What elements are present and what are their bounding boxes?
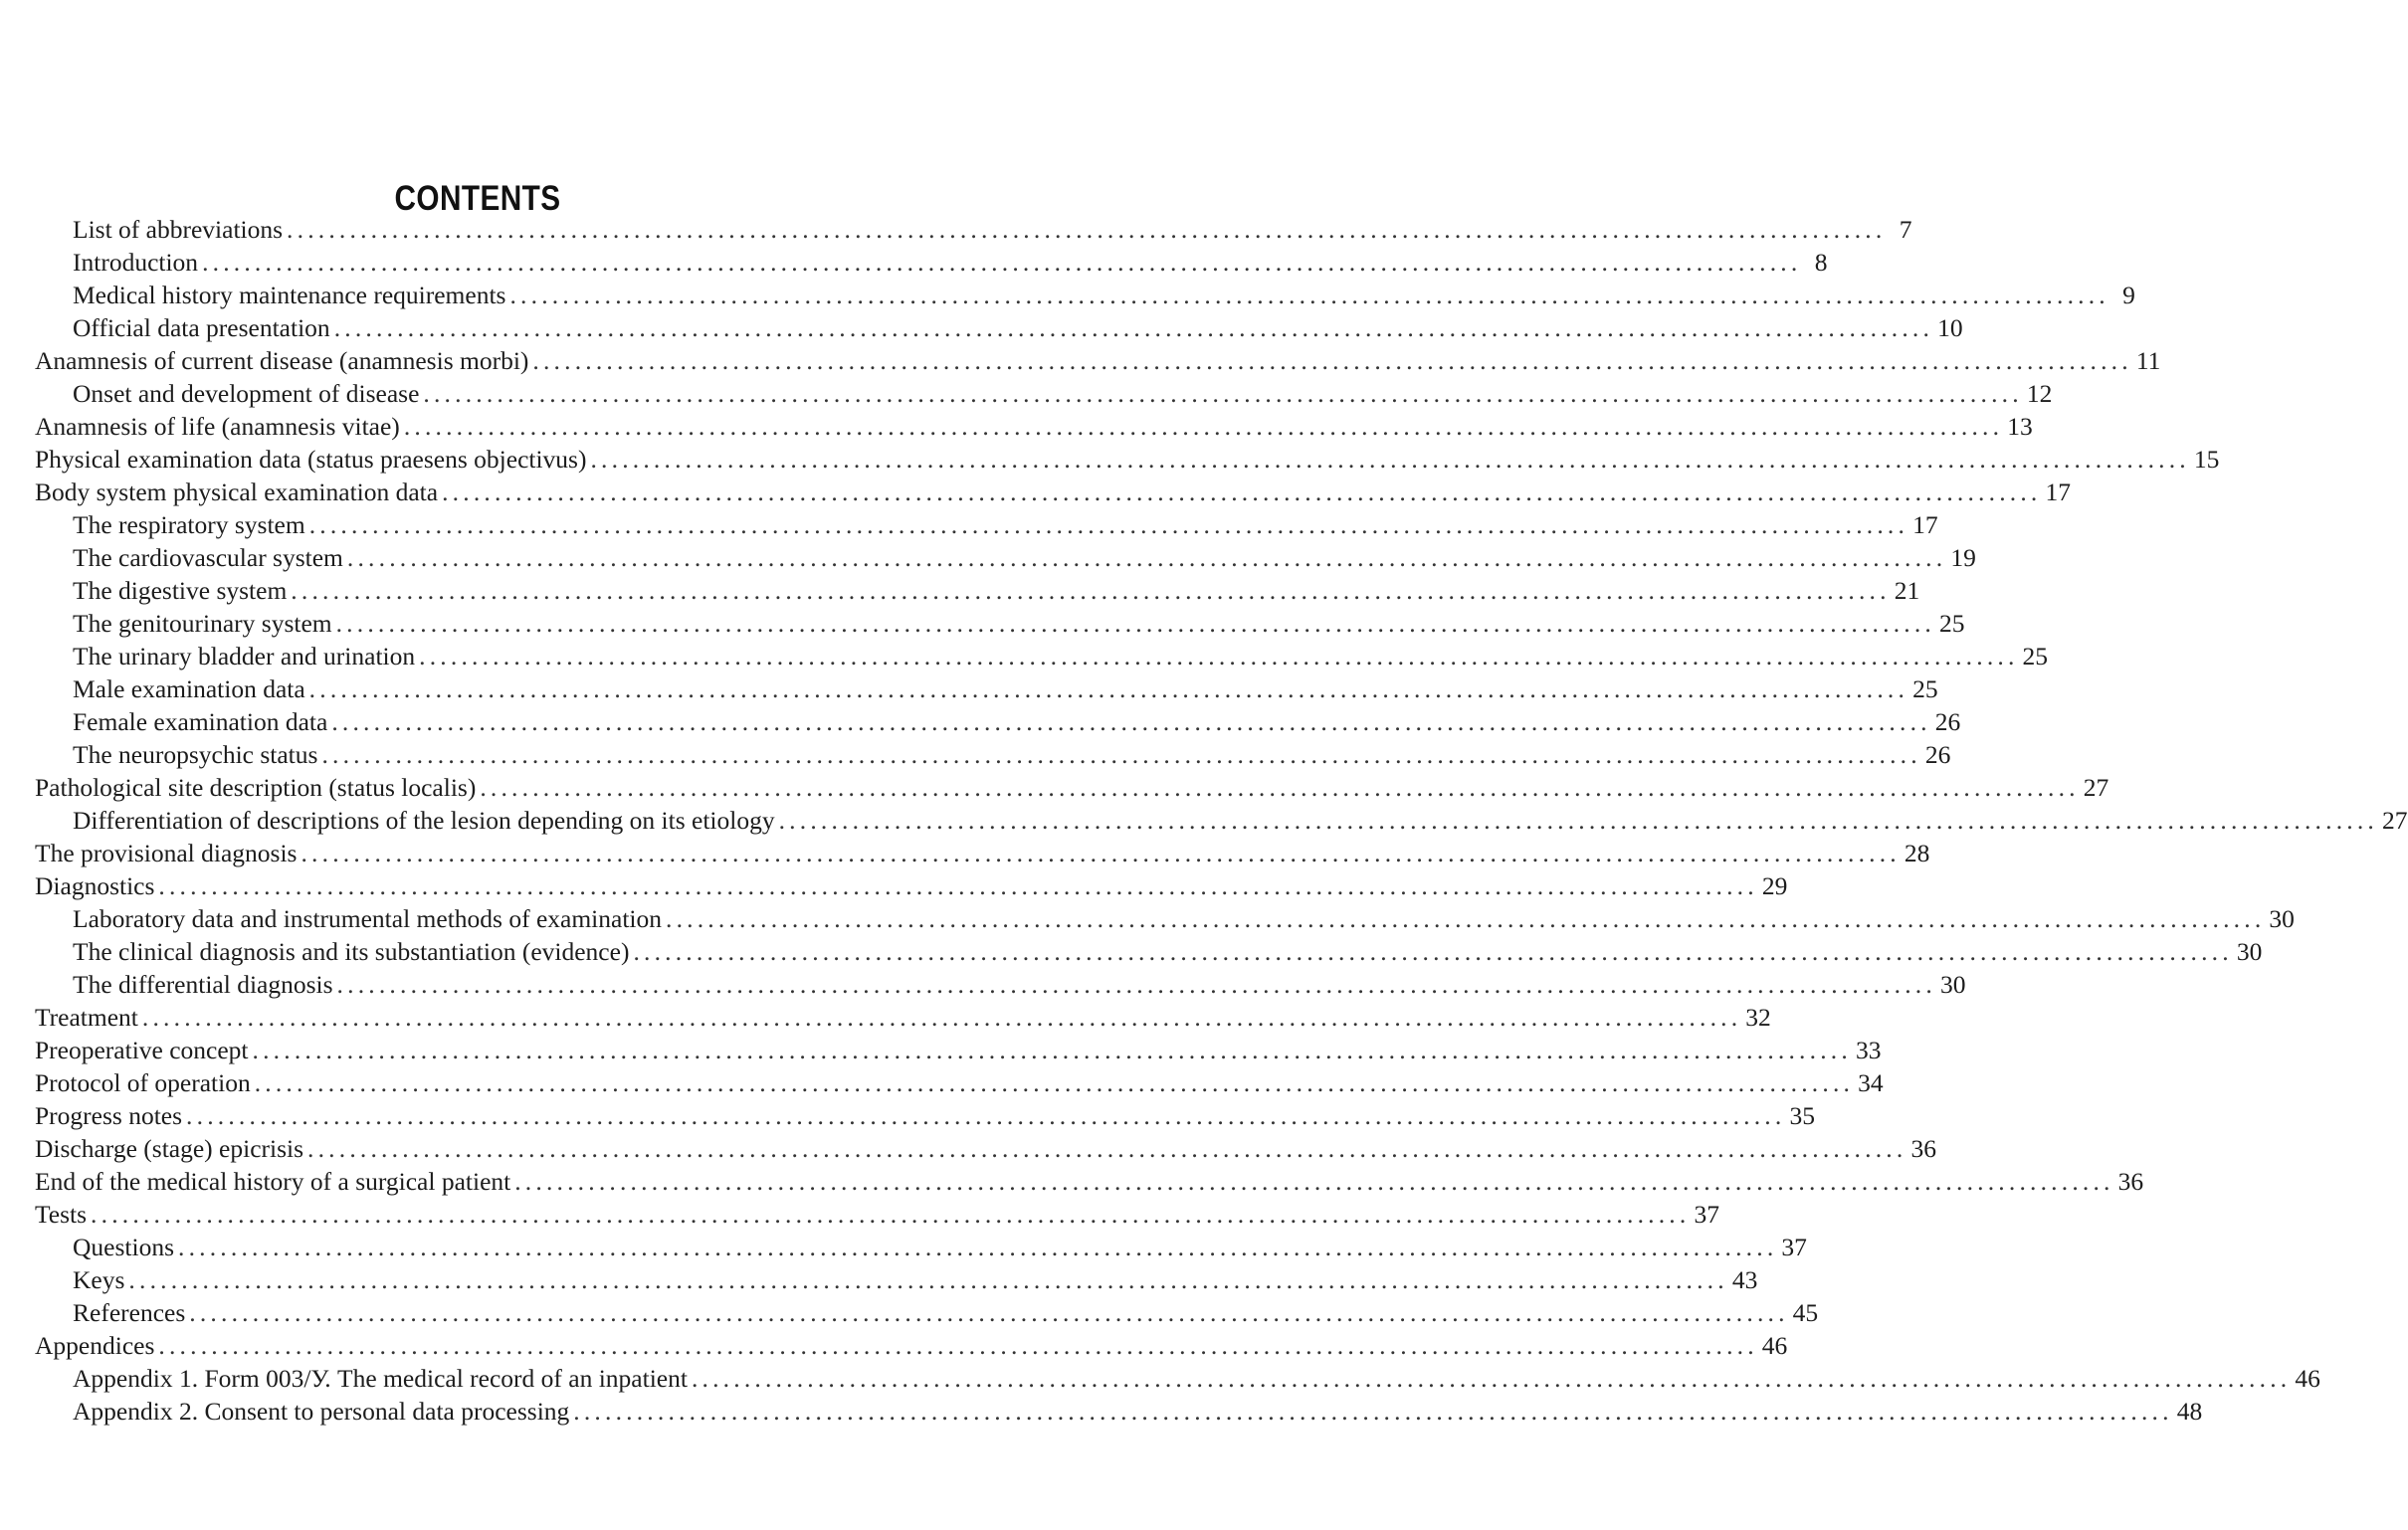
dot-leader: ........................................................................................................................................................	[336, 970, 1936, 999]
toc-entry-label: Anamnesis of life (anamnesis vitae)	[35, 412, 400, 441]
toc-entry-label: The respiratory system	[73, 510, 305, 539]
dot-leader: ........................................................................................................................................................	[573, 1397, 2173, 1426]
toc-entry[interactable]	[73, 1263, 1758, 1296]
toc-entry[interactable]	[35, 1132, 1936, 1165]
toc-entry-page-number: 21	[1894, 576, 1920, 605]
toc-entry[interactable]	[73, 246, 1828, 279]
dot-leader: ........................................................................................................................................................	[287, 215, 1887, 244]
dot-leader: ........................................................................................................................................................	[178, 1233, 1778, 1261]
toc-entry-label: Questions	[73, 1233, 174, 1261]
toc-entry-label: Protocol of operation	[35, 1068, 251, 1097]
toc-entry-label: Appendix 1. Form 003/У. The medical record of an inpatient	[73, 1364, 688, 1393]
toc-entry-label: End of the medical history of a surgical patient	[35, 1167, 511, 1196]
toc-entry[interactable]	[73, 574, 1920, 607]
toc-entry-page-number: 46	[1761, 1331, 1788, 1360]
toc-entry-label: Tests	[35, 1200, 88, 1229]
toc-entry-page-number: 11	[2135, 346, 2161, 375]
dot-leader: ........................................................................................................................................................	[158, 871, 1758, 900]
dot-leader: ........................................................................................................................................................	[335, 609, 1936, 638]
toc-entry-page-number: 12	[2026, 379, 2053, 408]
toc-entry-page-number: 30	[2269, 904, 2295, 933]
toc-entry-label: Treatment	[35, 1003, 138, 1032]
dot-leader: ........................................................................................................................................................	[202, 248, 1802, 277]
toc-entry[interactable]	[73, 902, 2295, 935]
toc-entry[interactable]	[35, 344, 2161, 377]
toc-entry-page-number: 15	[2193, 445, 2220, 474]
dot-leader: ........................................................................................................................................................	[186, 1101, 1786, 1130]
toc-entry-label: Anamnesis of current disease (anamnesis morbi)	[35, 346, 529, 375]
toc-entry-label: The cardiovascular system	[73, 543, 343, 572]
toc-entry-page-number: 17	[2045, 478, 2071, 506]
toc-entry-label: Appendices	[35, 1331, 155, 1360]
dot-leader: ........................................................................................................................................................	[778, 806, 2379, 835]
toc-entry-label: List of abbreviations	[73, 215, 284, 244]
toc-entry-page-number: 26	[1934, 707, 1961, 736]
toc-entry-page-number: 29	[1761, 871, 1788, 900]
toc-entry[interactable]	[73, 935, 2263, 968]
dot-leader: ........................................................................................................................................................	[509, 281, 2109, 309]
toc-entry[interactable]	[73, 1362, 2320, 1395]
dot-leader: ........................................................................................................................................................	[633, 937, 2233, 966]
toc-entry[interactable]	[35, 1001, 1771, 1034]
dot-leader: ........................................................................................................................................................	[321, 740, 1921, 769]
toc-entry-label: Diagnostics	[35, 871, 155, 900]
toc-entry-label: Physical examination data (status praesens objectivus)	[35, 445, 587, 474]
toc-entry[interactable]	[73, 279, 2135, 311]
toc-entry[interactable]	[35, 1034, 1882, 1066]
toc-entry-page-number: 7	[1899, 215, 1912, 244]
toc-entry[interactable]	[35, 869, 1788, 902]
toc-entry-label: Differentiation of descriptions of the lesion depending on its etiology	[73, 806, 775, 835]
toc-entry[interactable]	[35, 1066, 1884, 1099]
toc-entry-page-number: 25	[2022, 642, 2049, 670]
toc-entry[interactable]	[73, 541, 1976, 574]
dot-leader: ........................................................................................................................................................	[514, 1167, 2114, 1196]
dot-leader: ........................................................................................................................................................	[308, 674, 1909, 703]
toc-entry-page-number: 46	[2295, 1364, 2320, 1393]
toc-entry[interactable]	[73, 377, 2053, 410]
toc-entry-page-number: 32	[1745, 1003, 1771, 1032]
toc-entry-page-number: 17	[1912, 510, 1938, 539]
toc-entry-label: The provisional diagnosis	[35, 839, 298, 867]
toc-entry[interactable]	[35, 1329, 1788, 1362]
dot-leader: ........................................................................................................................................................	[442, 478, 2042, 506]
toc-entry-label: Onset and development of disease	[73, 379, 420, 408]
dot-leader: ........................................................................................................................................................	[158, 1331, 1758, 1360]
toc-entry-label: Preoperative concept	[35, 1036, 249, 1064]
dot-leader: ........................................................................................................................................................	[128, 1265, 1728, 1294]
dot-leader: ........................................................................................................................................................	[480, 773, 2080, 802]
toc-entry-page-number: 43	[1731, 1265, 1758, 1294]
toc-entry-label: The clinical diagnosis and its substantiation (evidence)	[73, 937, 630, 966]
dot-leader: ........................................................................................................................................................	[291, 576, 1891, 605]
dot-leader: ........................................................................................................................................................	[252, 1036, 1852, 1064]
toc-entry-page-number: 13	[2007, 412, 2033, 441]
dot-leader: ........................................................................................................................................................	[346, 543, 1947, 572]
toc-entry-label: Keys	[73, 1265, 125, 1294]
toc-entry-label: Official data presentation	[73, 313, 330, 342]
toc-entry-page-number: 34	[1858, 1068, 1884, 1097]
toc-entry[interactable]	[73, 705, 1961, 738]
dot-leader: ........................................................................................................................................................	[590, 445, 2190, 474]
toc-entry[interactable]	[73, 1296, 1819, 1329]
toc-entry[interactable]	[35, 771, 2109, 804]
toc-entry-label: Pathological site description (status localis)	[35, 773, 477, 802]
toc-entry-page-number: 36	[1910, 1134, 1936, 1163]
toc-entry[interactable]	[73, 508, 1938, 541]
page-title: CONTENTS	[394, 179, 561, 219]
toc-entry-page-number: 33	[1855, 1036, 1882, 1064]
toc-entry-label: Introduction	[73, 248, 199, 277]
toc-entry-label: Laboratory data and instrumental methods of examination	[73, 904, 662, 933]
toc-entry-label: The digestive system	[73, 576, 288, 605]
dot-leader: ........................................................................................................................................................	[419, 642, 2019, 670]
toc-entry-label: The neuropsychic status	[73, 740, 318, 769]
toc-entry[interactable]	[35, 410, 2033, 443]
toc-entry[interactable]	[73, 640, 2049, 672]
dot-leader: ........................................................................................................................................................	[691, 1364, 2292, 1393]
toc-entry-label: References	[73, 1298, 186, 1327]
toc-entry[interactable]	[73, 311, 1963, 344]
toc-entry[interactable]	[73, 1231, 1807, 1263]
toc-entry-page-number: 37	[1781, 1233, 1807, 1261]
toc-entry[interactable]	[73, 968, 1966, 1001]
dot-leader: ........................................................................................................................................................	[532, 346, 2132, 375]
toc-entry[interactable]	[73, 607, 1965, 640]
toc-entry-label: Male examination data	[73, 674, 305, 703]
toc-entry-page-number: 30	[1939, 970, 1966, 999]
toc-entry-page-number: 48	[2176, 1397, 2203, 1426]
toc-entry-page-number: 19	[1950, 543, 1976, 572]
dot-leader: ........................................................................................................................................................	[301, 839, 1901, 867]
toc-entry-page-number: 45	[1792, 1298, 1819, 1327]
dot-leader: ........................................................................................................................................................	[91, 1200, 1691, 1229]
toc-entry-label: Appendix 2. Consent to personal data processing	[73, 1397, 570, 1426]
toc-entry-label: Progress notes	[35, 1101, 183, 1130]
toc-entry-page-number: 10	[1937, 313, 1963, 342]
toc-entry[interactable]	[73, 672, 1938, 705]
toc-entry-page-number: 9	[2122, 281, 2135, 309]
toc-entry-label: The urinary bladder and urination	[73, 642, 416, 670]
toc-entry-label: The genitourinary system	[73, 609, 332, 638]
dot-leader: ........................................................................................................................................................	[189, 1298, 1789, 1327]
toc-entry-page-number: 8	[1814, 248, 1828, 277]
toc-entry-page-number: 37	[1694, 1200, 1719, 1229]
dot-leader: ........................................................................................................................................................	[403, 412, 2004, 441]
toc-entry[interactable]	[73, 1395, 2203, 1428]
dot-leader: ........................................................................................................................................................	[254, 1068, 1855, 1097]
dot-leader: ........................................................................................................................................................	[423, 379, 2023, 408]
dot-leader: ........................................................................................................................................................	[307, 1134, 1907, 1163]
toc-entry-page-number: 25	[1912, 674, 1938, 703]
toc-entry-page-number: 25	[1939, 609, 1965, 638]
toc-entry[interactable]	[35, 476, 2071, 508]
toc-entry-label: Medical history maintenance requirements	[73, 281, 506, 309]
dot-leader: ........................................................................................................................................................	[331, 707, 1931, 736]
toc-entry-page-number: 36	[2117, 1167, 2144, 1196]
toc-entry-page-number: 30	[2236, 937, 2263, 966]
toc-entry[interactable]	[73, 213, 1912, 246]
toc-entry-label: Female examination data	[73, 707, 328, 736]
dot-leader: ........................................................................................................................................................	[308, 510, 1909, 539]
toc-entry-page-number: 27	[2083, 773, 2109, 802]
toc-entry-page-number: 28	[1904, 839, 1930, 867]
toc-entry-page-number: 26	[1924, 740, 1951, 769]
toc-entry-page-number: 27	[2382, 806, 2408, 835]
dot-leader: ........................................................................................................................................................	[666, 904, 2266, 933]
toc-entry[interactable]	[35, 1165, 2144, 1198]
toc-entry-label: Discharge (stage) epicrisis	[35, 1134, 304, 1163]
toc-entry[interactable]	[35, 1198, 1719, 1231]
toc-entry-label: Body system physical examination data	[35, 478, 439, 506]
toc-entry[interactable]	[35, 1099, 1815, 1132]
toc-entry[interactable]	[35, 837, 1930, 869]
toc-entry-page-number: 35	[1789, 1101, 1815, 1130]
dot-leader: ........................................................................................................................................................	[333, 313, 1934, 342]
toc-entry[interactable]	[73, 804, 2408, 837]
dot-leader: ........................................................................................................................................................	[141, 1003, 1742, 1032]
toc-entry[interactable]	[73, 738, 1951, 771]
toc-entry-label: The differential diagnosis	[73, 970, 333, 999]
toc-entry[interactable]	[35, 443, 2220, 476]
